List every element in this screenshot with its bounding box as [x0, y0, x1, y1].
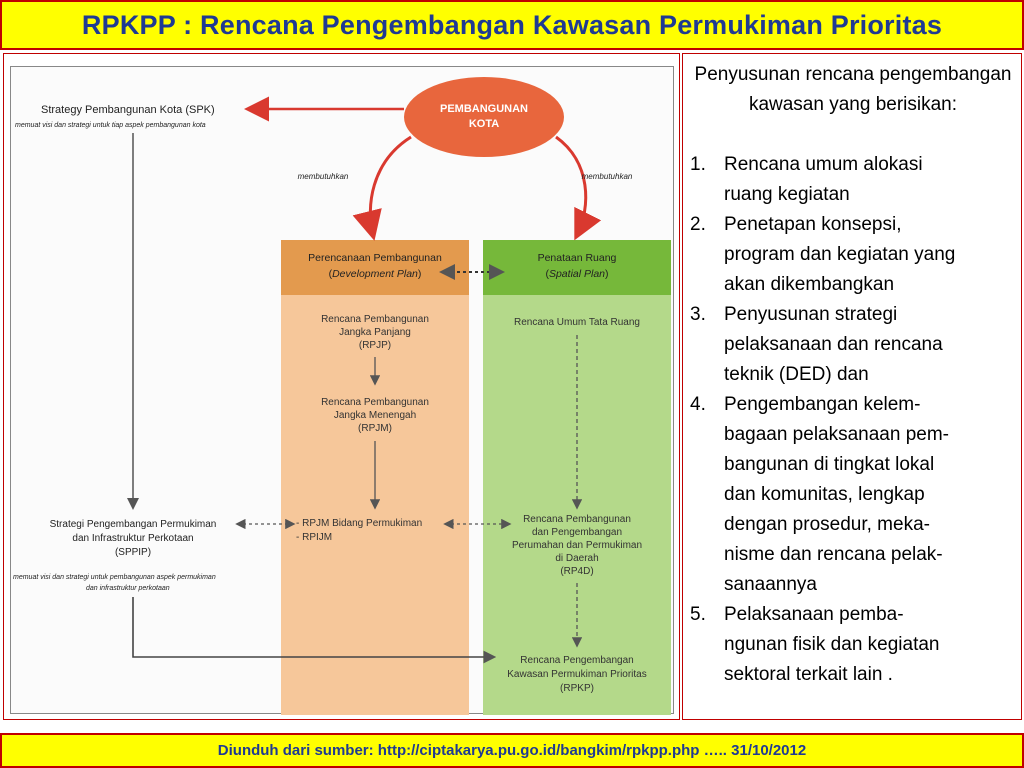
footer-bar	[0, 733, 1024, 768]
rpjm-line2: Jangka Menengah	[333, 410, 417, 421]
flow-diagram	[11, 67, 675, 715]
list-item-number: 3.	[690, 304, 706, 325]
title-bar	[0, 0, 1024, 50]
list-item-text	[724, 390, 1020, 600]
list-item-number: 5.	[690, 604, 706, 625]
spk-title: Strategy Pembangunan Kota (SPK)	[41, 104, 215, 116]
list-item-line: Pelaksanaan pemba-	[724, 604, 904, 625]
spatial-header-line1: Penataan Ruang	[537, 252, 617, 264]
list-item-number: 2.	[690, 214, 706, 235]
list-item	[690, 390, 1020, 600]
footer-source: Diunduh dari sumber: http://ciptakarya.pu.go.id/bangkim/rpkpp.php ….. 31/10/2012	[217, 742, 807, 759]
ellipse-label-2: KOTA	[468, 118, 500, 130]
list-item-text	[724, 300, 1020, 390]
rp4d-line2: dan Pengembangan	[531, 527, 623, 538]
dev-header-line1: Perencanaan Pembangunan	[308, 252, 442, 264]
rpjm-bidang-permukiman: - RPJM Bidang Permukiman	[296, 518, 423, 529]
spk-description: memuat visi dan strategi untuk tiap aspek pembangunan kota	[15, 122, 206, 129]
list-item	[690, 150, 1020, 210]
list-item-number: 1.	[690, 154, 706, 175]
membutuhkan-left-label: membutuhkan	[297, 172, 349, 181]
rpkp-line3: (RPKP)	[560, 683, 594, 694]
rpijm: - RPIJM	[296, 532, 333, 543]
list-item-line: nisme dan rencana pelak-	[724, 544, 943, 565]
list-item-text	[724, 210, 1020, 300]
list-item-line: akan dikembangkan	[724, 274, 895, 295]
diagram-canvas	[10, 66, 674, 714]
rpjp-line3: (RPJP)	[358, 340, 392, 351]
rp4d-line3: Perumahan dan Permukiman	[511, 540, 643, 551]
slide-title: RPKPP : Rencana Pengembangan Kawasan Permukiman Prioritas	[81, 9, 943, 40]
sppip-desc-line2: dan infrastruktur perkotaan	[86, 585, 170, 592]
arrow-to-development-plan	[370, 137, 411, 235]
membutuhkan-right-label: membutuhkan	[581, 172, 633, 181]
list-item-line: ruang kegiatan	[724, 184, 850, 205]
list-item-line: Penyusunan strategi	[724, 304, 898, 325]
list-item-line: teknik (DED) dan	[724, 364, 869, 385]
rpkp-line2: Kawasan Permukiman Prioritas	[507, 669, 647, 680]
rp4d-line1: Rencana Pembangunan	[523, 514, 631, 525]
list-item	[690, 210, 1020, 300]
rp4d-line4: di Daerah	[555, 553, 599, 564]
pembangunan-kota-ellipse	[404, 77, 564, 157]
list-item-line: Rencana umum alokasi	[724, 154, 923, 175]
sppip-desc-line1: memuat visi dan strategi untuk pembangunan aspek permukiman	[13, 574, 216, 581]
rpjm-line1: Rencana Pembangunan	[321, 397, 429, 408]
rpjm-line3: (RPJM)	[358, 423, 392, 434]
rutr-label: Rencana Umum Tata Ruang	[514, 317, 640, 328]
list-item-line: ngunan fisik dan kegiatan	[724, 634, 940, 655]
sppip-line1: Strategi Pengembangan Permukiman	[49, 519, 217, 530]
list-item-number: 4.	[690, 394, 706, 415]
list-item-line: program dan kegiatan yang	[724, 244, 956, 265]
spatial-header-line2: (Spatial Plan)	[545, 268, 609, 280]
list-item-line: pelaksanaan dan rencana	[724, 334, 943, 355]
dev-header-line2: (Development Plan)	[328, 268, 422, 280]
list-item-text	[724, 150, 1020, 210]
sppip-line3: (SPPIP)	[114, 547, 152, 558]
rpjp-line1: Rencana Pembangunan	[321, 314, 429, 325]
list-item-line: sektoral terkait lain .	[724, 664, 893, 685]
list-item	[690, 600, 1020, 690]
panel-intro: Penyusunan rencana pengembangan kawasan yang berisikan:	[694, 64, 1012, 115]
list-item-text	[724, 600, 1020, 690]
list-item-line: dengan prosedur, meka-	[724, 514, 930, 535]
list-item	[690, 300, 1020, 390]
list-item-line: Penetapan konsepsi,	[724, 214, 902, 235]
arrow-to-spatial-plan	[556, 137, 586, 235]
list-item-line: bagaan pelaksanaan pem-	[724, 424, 950, 445]
rpjp-line2: Jangka Panjang	[339, 327, 411, 338]
list-item-line: Pengembangan kelem-	[724, 394, 921, 415]
panel-list	[690, 150, 1020, 690]
ellipse-label-1: PEMBANGUNAN	[440, 103, 528, 115]
rpkp-line1: Rencana Pengembangan	[520, 655, 634, 666]
list-item-line: sanaannya	[724, 574, 817, 595]
rp4d-line5: (RP4D)	[560, 566, 594, 577]
sppip-line2: dan Infrastruktur Perkotaan	[72, 533, 194, 544]
list-item-line: dan komunitas, lengkap	[724, 484, 925, 505]
list-item-line: bangunan di tingkat lokal	[724, 454, 935, 475]
